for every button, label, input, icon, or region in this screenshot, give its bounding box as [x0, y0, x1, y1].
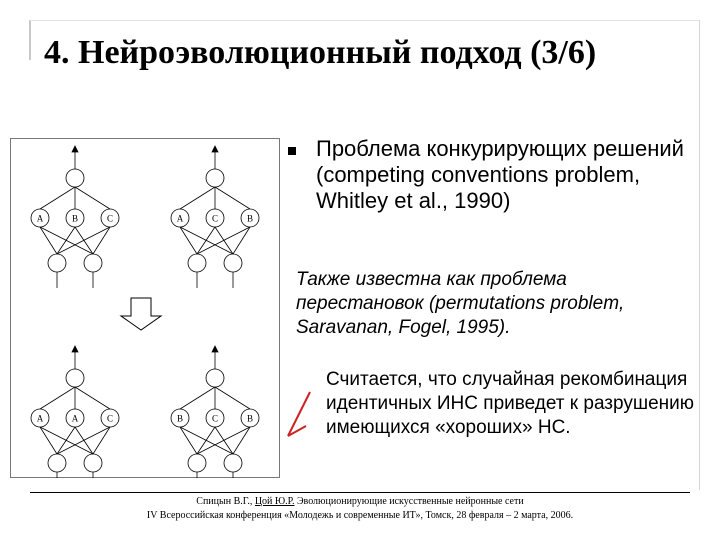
footer-paper-title: Эволюционирующие искусственные нейронные сети [294, 496, 524, 507]
down-arrow-icon [121, 298, 161, 330]
node-label: A [71, 413, 79, 424]
footer-line-1 [30, 495, 690, 509]
footer-author-1: Спицын В.Г., [196, 496, 255, 507]
frame-left-accent [29, 20, 31, 60]
bullet-text: Проблема конкурирующих решений (competing conventions problem, Whitley et al., 1990) [316, 136, 684, 213]
frame-top-line [30, 20, 700, 23]
network-3 [31, 346, 119, 478]
footer-divider [30, 492, 690, 493]
footer-author-2: Цой Ю.Р. [254, 496, 295, 507]
network-diagram [10, 138, 280, 478]
node-label: B [246, 413, 254, 424]
node-label: B [246, 213, 254, 224]
network-2 [171, 146, 259, 288]
bullet-square-icon [288, 147, 296, 155]
node-label: B [176, 413, 184, 424]
node-label: C [211, 413, 219, 424]
paragraph-recombination: Считается, что случайная рекомбинация идентичных ИНС приведет к разрушению имеющихся «хороших» НС. [326, 369, 695, 438]
node-label: B [71, 213, 79, 224]
slide-title: 4. Нейроэволюционный подход (3/6) [44, 34, 597, 71]
footer [30, 495, 690, 523]
paragraph-permutations: Также известна как проблема перестановок (permutations problem, Saravanan, Fogel, 1995). [296, 269, 625, 338]
red-arrow-icon [280, 384, 330, 444]
network-1 [31, 146, 119, 288]
network-4 [171, 346, 259, 478]
node-label: A [176, 213, 184, 224]
node-label: C [106, 213, 114, 224]
node-label: C [211, 213, 219, 224]
node-label: A [36, 213, 44, 224]
node-label: C [106, 413, 114, 424]
node-label: A [36, 413, 44, 424]
footer-line-2: IV Всероссийская конференция «Молодежь и современные ИТ», Томск, 28 февраля – 2 марта, 2006. [146, 510, 574, 521]
